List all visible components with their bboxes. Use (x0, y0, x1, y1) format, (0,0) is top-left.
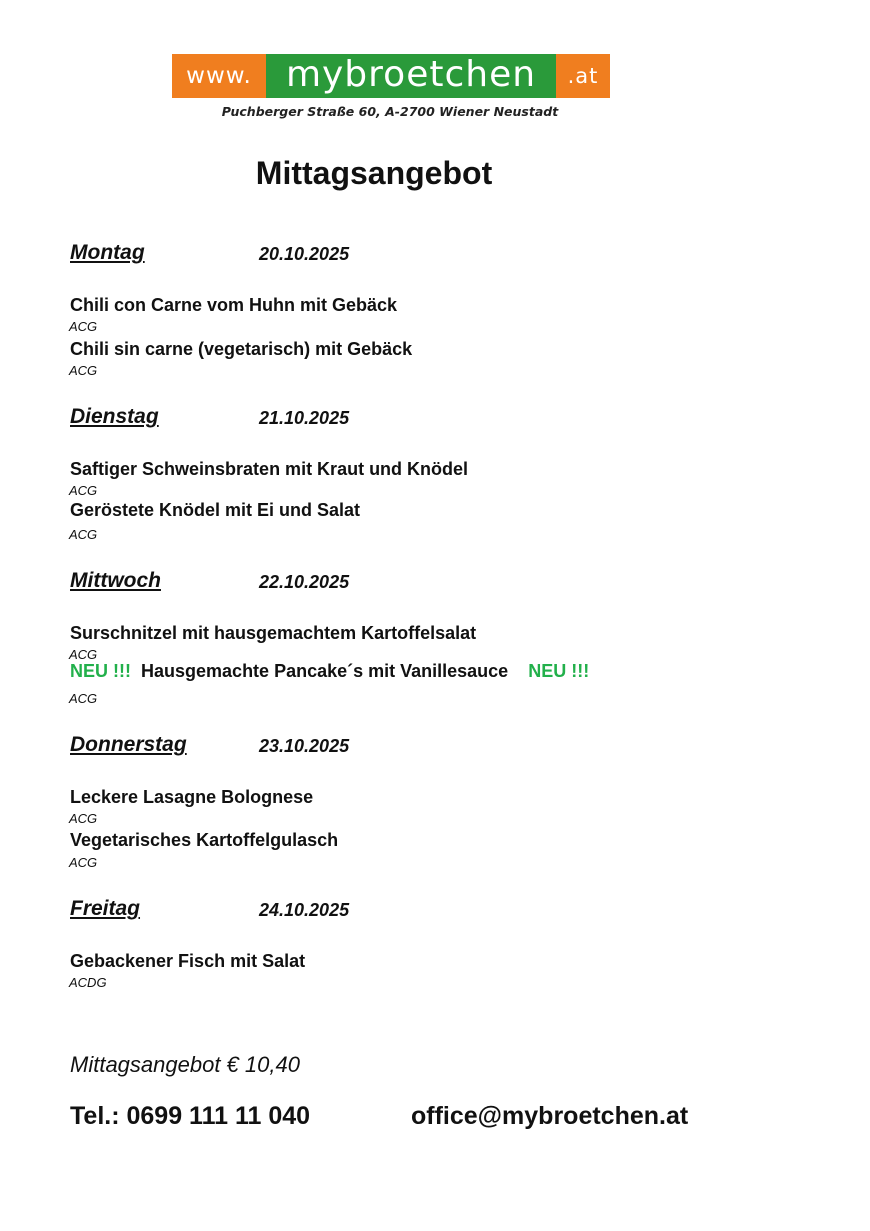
dish: Gebackener Fisch mit Salat (70, 951, 306, 971)
dish: Chili sin carne (vegetarisch) mit Gebäck (70, 339, 413, 359)
day-date-mittwoch: 22.10.2025 (259, 572, 350, 592)
allergen-codes: ACG (69, 527, 98, 542)
day-date-montag: 20.10.2025 (259, 244, 350, 264)
day-name-mittwoch: Mittwoch (70, 569, 161, 592)
allergen-codes: ACG (69, 483, 98, 498)
day-name-donnerstag: Donnerstag (70, 733, 187, 756)
phone-number: Tel.: 0699 111 11 040 (70, 1102, 311, 1130)
dish-new (70, 661, 589, 682)
dish: Leckere Lasagne Bolognese (70, 787, 314, 807)
allergen-codes: ACG (69, 647, 98, 662)
page-title: Mittagsangebot (255, 155, 493, 191)
dish: Chili con Carne vom Huhn mit Gebäck (70, 295, 398, 315)
day-date-freitag: 24.10.2025 (259, 900, 350, 920)
address: Puchberger Straße 60, A-2700 Wiener Neustadt (221, 104, 559, 119)
logo-name: mybroetchen (266, 54, 556, 98)
email-address: office@mybroetchen.at (411, 1102, 689, 1130)
day-date-donnerstag: 23.10.2025 (259, 736, 350, 756)
dish: Saftiger Schweinsbraten mit Kraut und Knödel (70, 459, 469, 479)
allergen-codes: ACG (69, 691, 98, 706)
new-badge: NEU !!! (528, 661, 590, 681)
dish: Vegetarisches Kartoffelgulasch (70, 830, 339, 850)
allergen-codes: ACDG (69, 975, 107, 990)
day-date-dienstag: 21.10.2025 (259, 408, 350, 428)
day-name-montag: Montag (70, 241, 145, 264)
price-info: Mittagsangebot € 10,40 (70, 1052, 300, 1077)
day-name-dienstag: Dienstag (70, 405, 159, 428)
dish: Geröstete Knödel mit Ei und Salat (70, 500, 361, 520)
allergen-codes: ACG (69, 855, 98, 870)
logo-banner (172, 54, 610, 98)
allergen-codes: ACG (69, 319, 98, 334)
day-name-freitag: Freitag (70, 897, 141, 920)
allergen-codes: ACG (69, 363, 98, 378)
dish-new-text: Hausgemachte Pancake´s mit Vanillesauce (141, 661, 509, 681)
logo-www: www. (172, 54, 266, 98)
logo-tld: .at (556, 54, 610, 98)
dish: Surschnitzel mit hausgemachtem Kartoffelsalat (70, 623, 477, 643)
allergen-codes: ACG (69, 811, 98, 826)
new-badge: NEU !!! (70, 661, 131, 681)
